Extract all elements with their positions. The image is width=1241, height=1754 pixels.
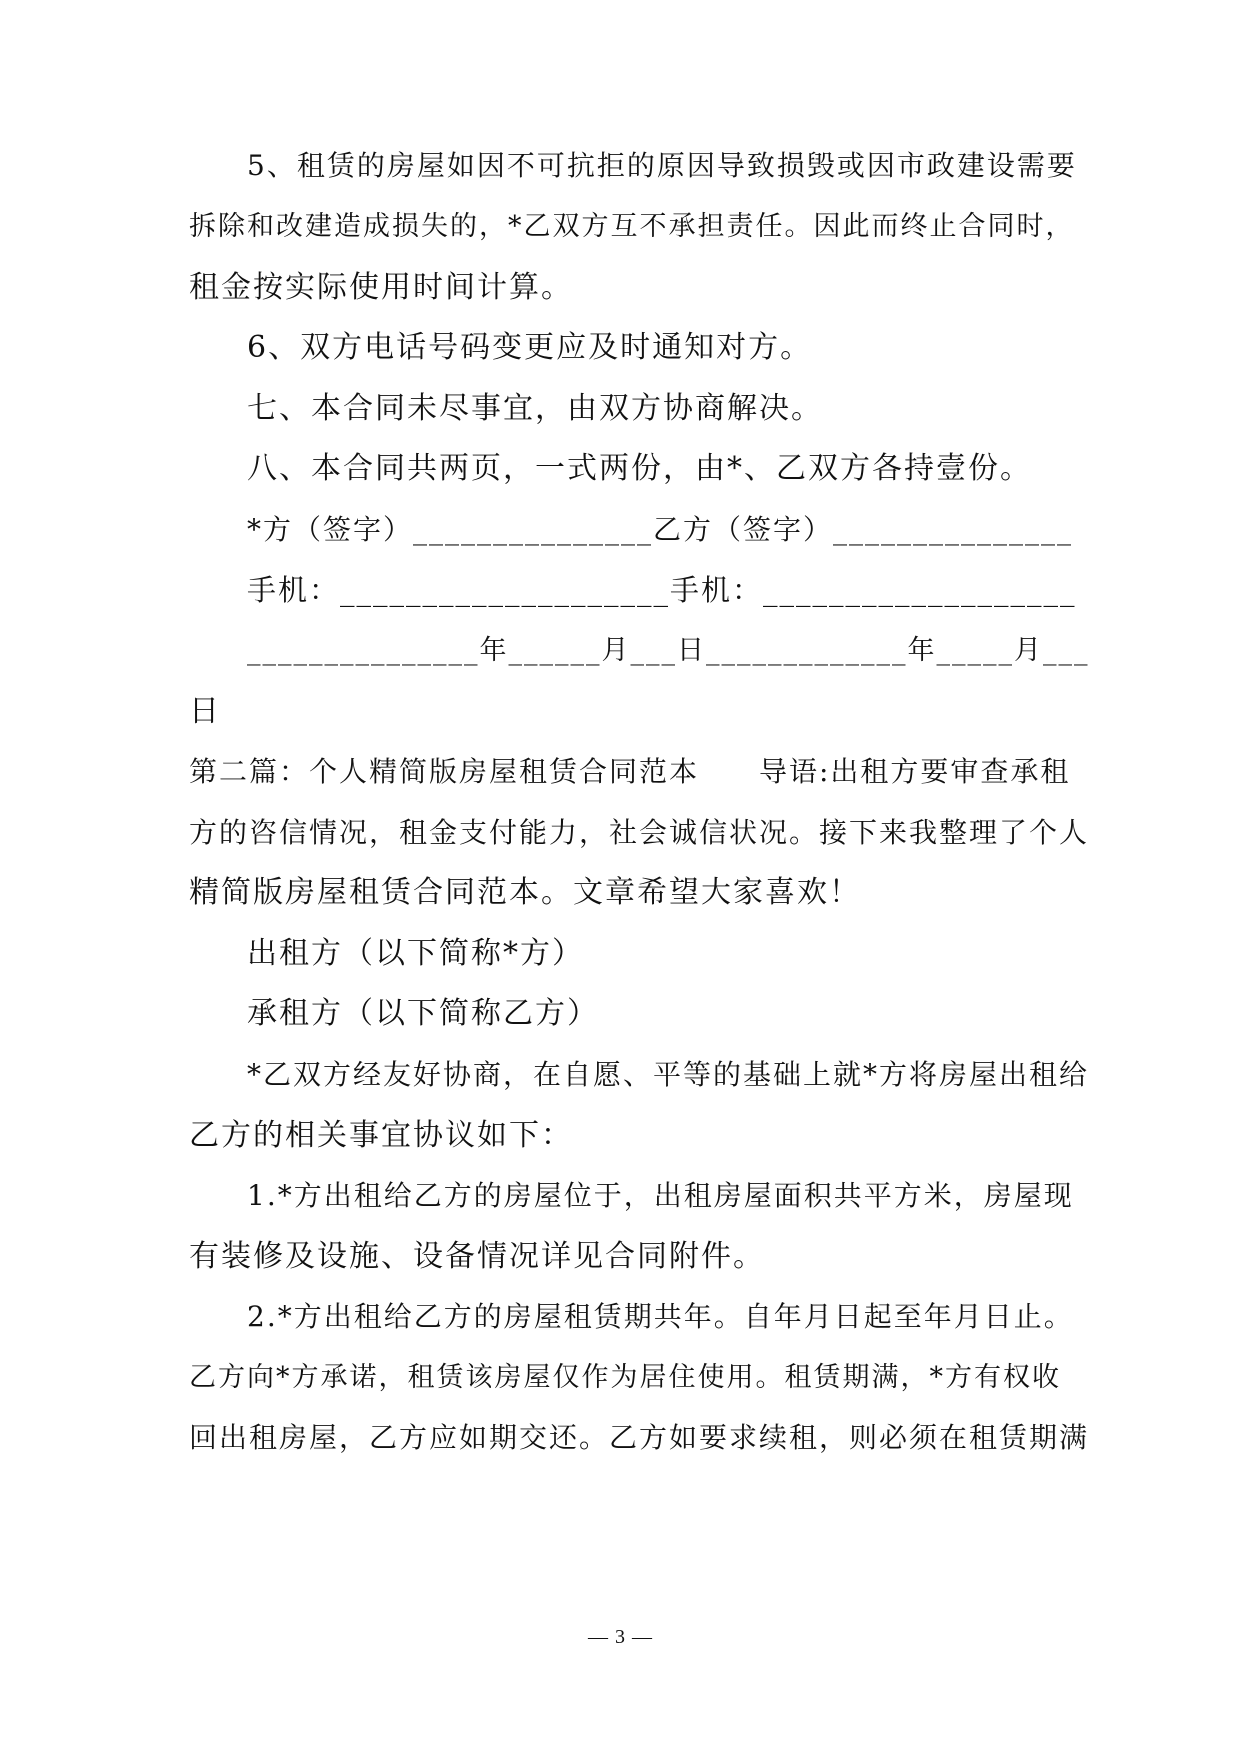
page-number: — 3 —: [588, 1626, 653, 1648]
signature-line: *方（签字）_______________乙方（签字）_______________: [247, 513, 1074, 546]
text-line: 承租方（以下简称乙方）: [247, 996, 599, 1031]
section-heading: 第二篇：个人精简版房屋租赁合同范本 导语:出租方要审查承租: [189, 755, 1071, 788]
text-line: 拆除和改建造成损失的，*乙双方互不承担责任。因此而终止合同时，: [189, 211, 1075, 242]
text-line: *乙双方经友好协商，在自愿、平等的基础上就*方将房屋出租给: [247, 1058, 1090, 1091]
date-line: _______________年______月___日_____________年_____月___: [247, 635, 1090, 666]
text-line: 七、本合同未尽事宜，由双方协商解决。: [247, 391, 823, 426]
text-line: 乙方向*方承诺，租赁该房屋仅作为居住使用。租赁期满，*方有权收: [189, 1362, 1061, 1393]
text-line: 6、双方电话号码变更应及时通知对方。: [247, 330, 813, 365]
text-line: 2.*方出租给乙方的房屋租赁期共年。自年月日起至年月日止。: [247, 1300, 1074, 1333]
text-line: 乙方的相关事宜协议如下：: [189, 1118, 573, 1153]
text-line: 八、本合同共两页，一式两份，由*、乙双方各持壹份。: [247, 451, 1032, 486]
text-line: 1.*方出租给乙方的房屋位于，出租房屋面积共平方米，房屋现: [247, 1179, 1074, 1212]
text-line: 租金按实际使用时间计算。: [189, 270, 573, 305]
phone-line: 手机：____________________手机：___________________: [247, 573, 1077, 607]
text-line: 有装修及设施、设备情况详见合同附件。: [189, 1239, 765, 1274]
text-line: 5、租赁的房屋如因不可抗拒的原因导致损毁或因市政建设需要: [247, 149, 1077, 182]
text-line: 日: [189, 694, 221, 729]
text-line: 方的咨信情况，租金支付能力，社会诚信状况。接下来我整理了个人: [189, 816, 1090, 849]
text-line: 回出租房屋，乙方应如期交还。乙方如要求续租，则必须在租赁期满: [189, 1421, 1090, 1454]
text-line: 出租方（以下简称*方）: [247, 936, 584, 971]
text-line: 精简版房屋租赁合同范本。文章希望大家喜欢！: [189, 875, 861, 910]
